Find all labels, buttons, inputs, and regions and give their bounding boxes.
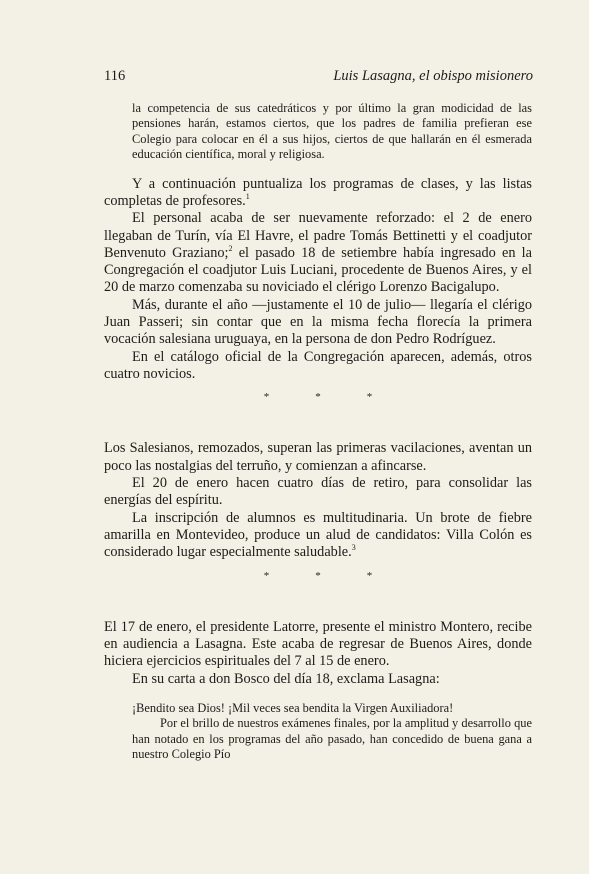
paragraph-text: el pasado 18 de setiembre había ingresado en la Congregación el coadjutor Luis Luciani, procedente de Buenos Aires, y el 20 de marzo comenzaba su noviciado el clérigo Lorenzo Bacigalupo. <box>104 244 532 296</box>
asterisk: * <box>315 391 321 404</box>
asterisk: * <box>366 569 373 582</box>
running-title: Luis Lasagna, el obispo misionero <box>333 68 533 84</box>
asterisk: * <box>315 569 321 582</box>
footnote-ref: 2 <box>228 244 233 254</box>
section-separator <box>104 389 532 406</box>
paragraph: Más, durante el año —justamente el 10 de julio— llegaría el clérigo Juan Passeri; sin contar que en la misma fecha florecía la primera vocación salesiana uruguaya, en la persona de don Pedro Rodríguez. <box>104 296 532 348</box>
section-separator <box>104 568 532 585</box>
page-body <box>104 101 532 763</box>
paragraph: El 20 de enero hacen cuatro días de retiro, para consolidar las energías del espíritu. <box>104 475 532 509</box>
block-quote-2 <box>132 701 532 763</box>
paragraph <box>104 210 532 296</box>
paragraph-text: Y a continuación puntualiza los programas de clases, y las listas completas de profesores. <box>104 175 532 209</box>
quote-paragraph: la competencia de sus catedráticos y por último la gran modicidad de las pensiones harán, estamos ciertos, que los padres de familia prefieran ese Colegio para colocar en él a sus hijos, ciertos de que hallarán en él esmerada educación científica, moral y religiosa. <box>132 101 532 162</box>
paragraph: En el catálogo oficial de la Congregación aparecen, además, otros cuatro novicios. <box>104 348 532 382</box>
quote-paragraph: Por el brillo de nuestros exámenes finales, por la amplitud y desarrollo que han notado en los programas del año pasado, han concedido de buena gana a nuestro Colegio Pío <box>132 716 532 762</box>
page-header <box>104 68 533 88</box>
quote-paragraph: ¡Bendito sea Dios! ¡Mil veces sea bendita la Virgen Auxiliadora! <box>132 701 454 716</box>
footnote-ref: 3 <box>351 543 356 553</box>
paragraph-text: La inscripción de alumnos es multitudinaria. Un brote de fiebre amarilla en Montevideo, produce un alud de candidatos: Villa Colón es considerado lugar especialmente saludable. <box>104 509 532 561</box>
paragraph: Los Salesianos, remozados, superan las primeras vacilaciones, aventan un poco las nostalgias del terruño, y comienzan a afincarse. <box>104 440 532 474</box>
paragraph: En su carta a don Bosco del día 18, exclama Lasagna: <box>132 670 440 687</box>
paragraph-text: El personal acaba de ser nuevamente reforzado: el 2 de enero llegaban de Turín, vía El Havre, el padre Tomás Bettinetti y el coadjutor Benvenuto Graziano; <box>104 210 532 261</box>
page-number: 116 <box>104 68 126 84</box>
paragraph <box>104 176 532 211</box>
asterisk: * <box>263 391 270 404</box>
footnote-ref: 1 <box>245 192 250 202</box>
block-quote-1 <box>132 101 532 163</box>
asterisk: * <box>366 391 373 404</box>
paragraph: El 17 de enero, el presidente Latorre, presente el ministro Montero, recibe en audiencia a Lasagna. Este acaba de regresar de Buenos Aires, donde hiciera ejercicios espirituales del 7 al 15 de enero. <box>104 618 532 670</box>
asterisk: * <box>263 569 270 582</box>
paragraph <box>104 510 532 562</box>
